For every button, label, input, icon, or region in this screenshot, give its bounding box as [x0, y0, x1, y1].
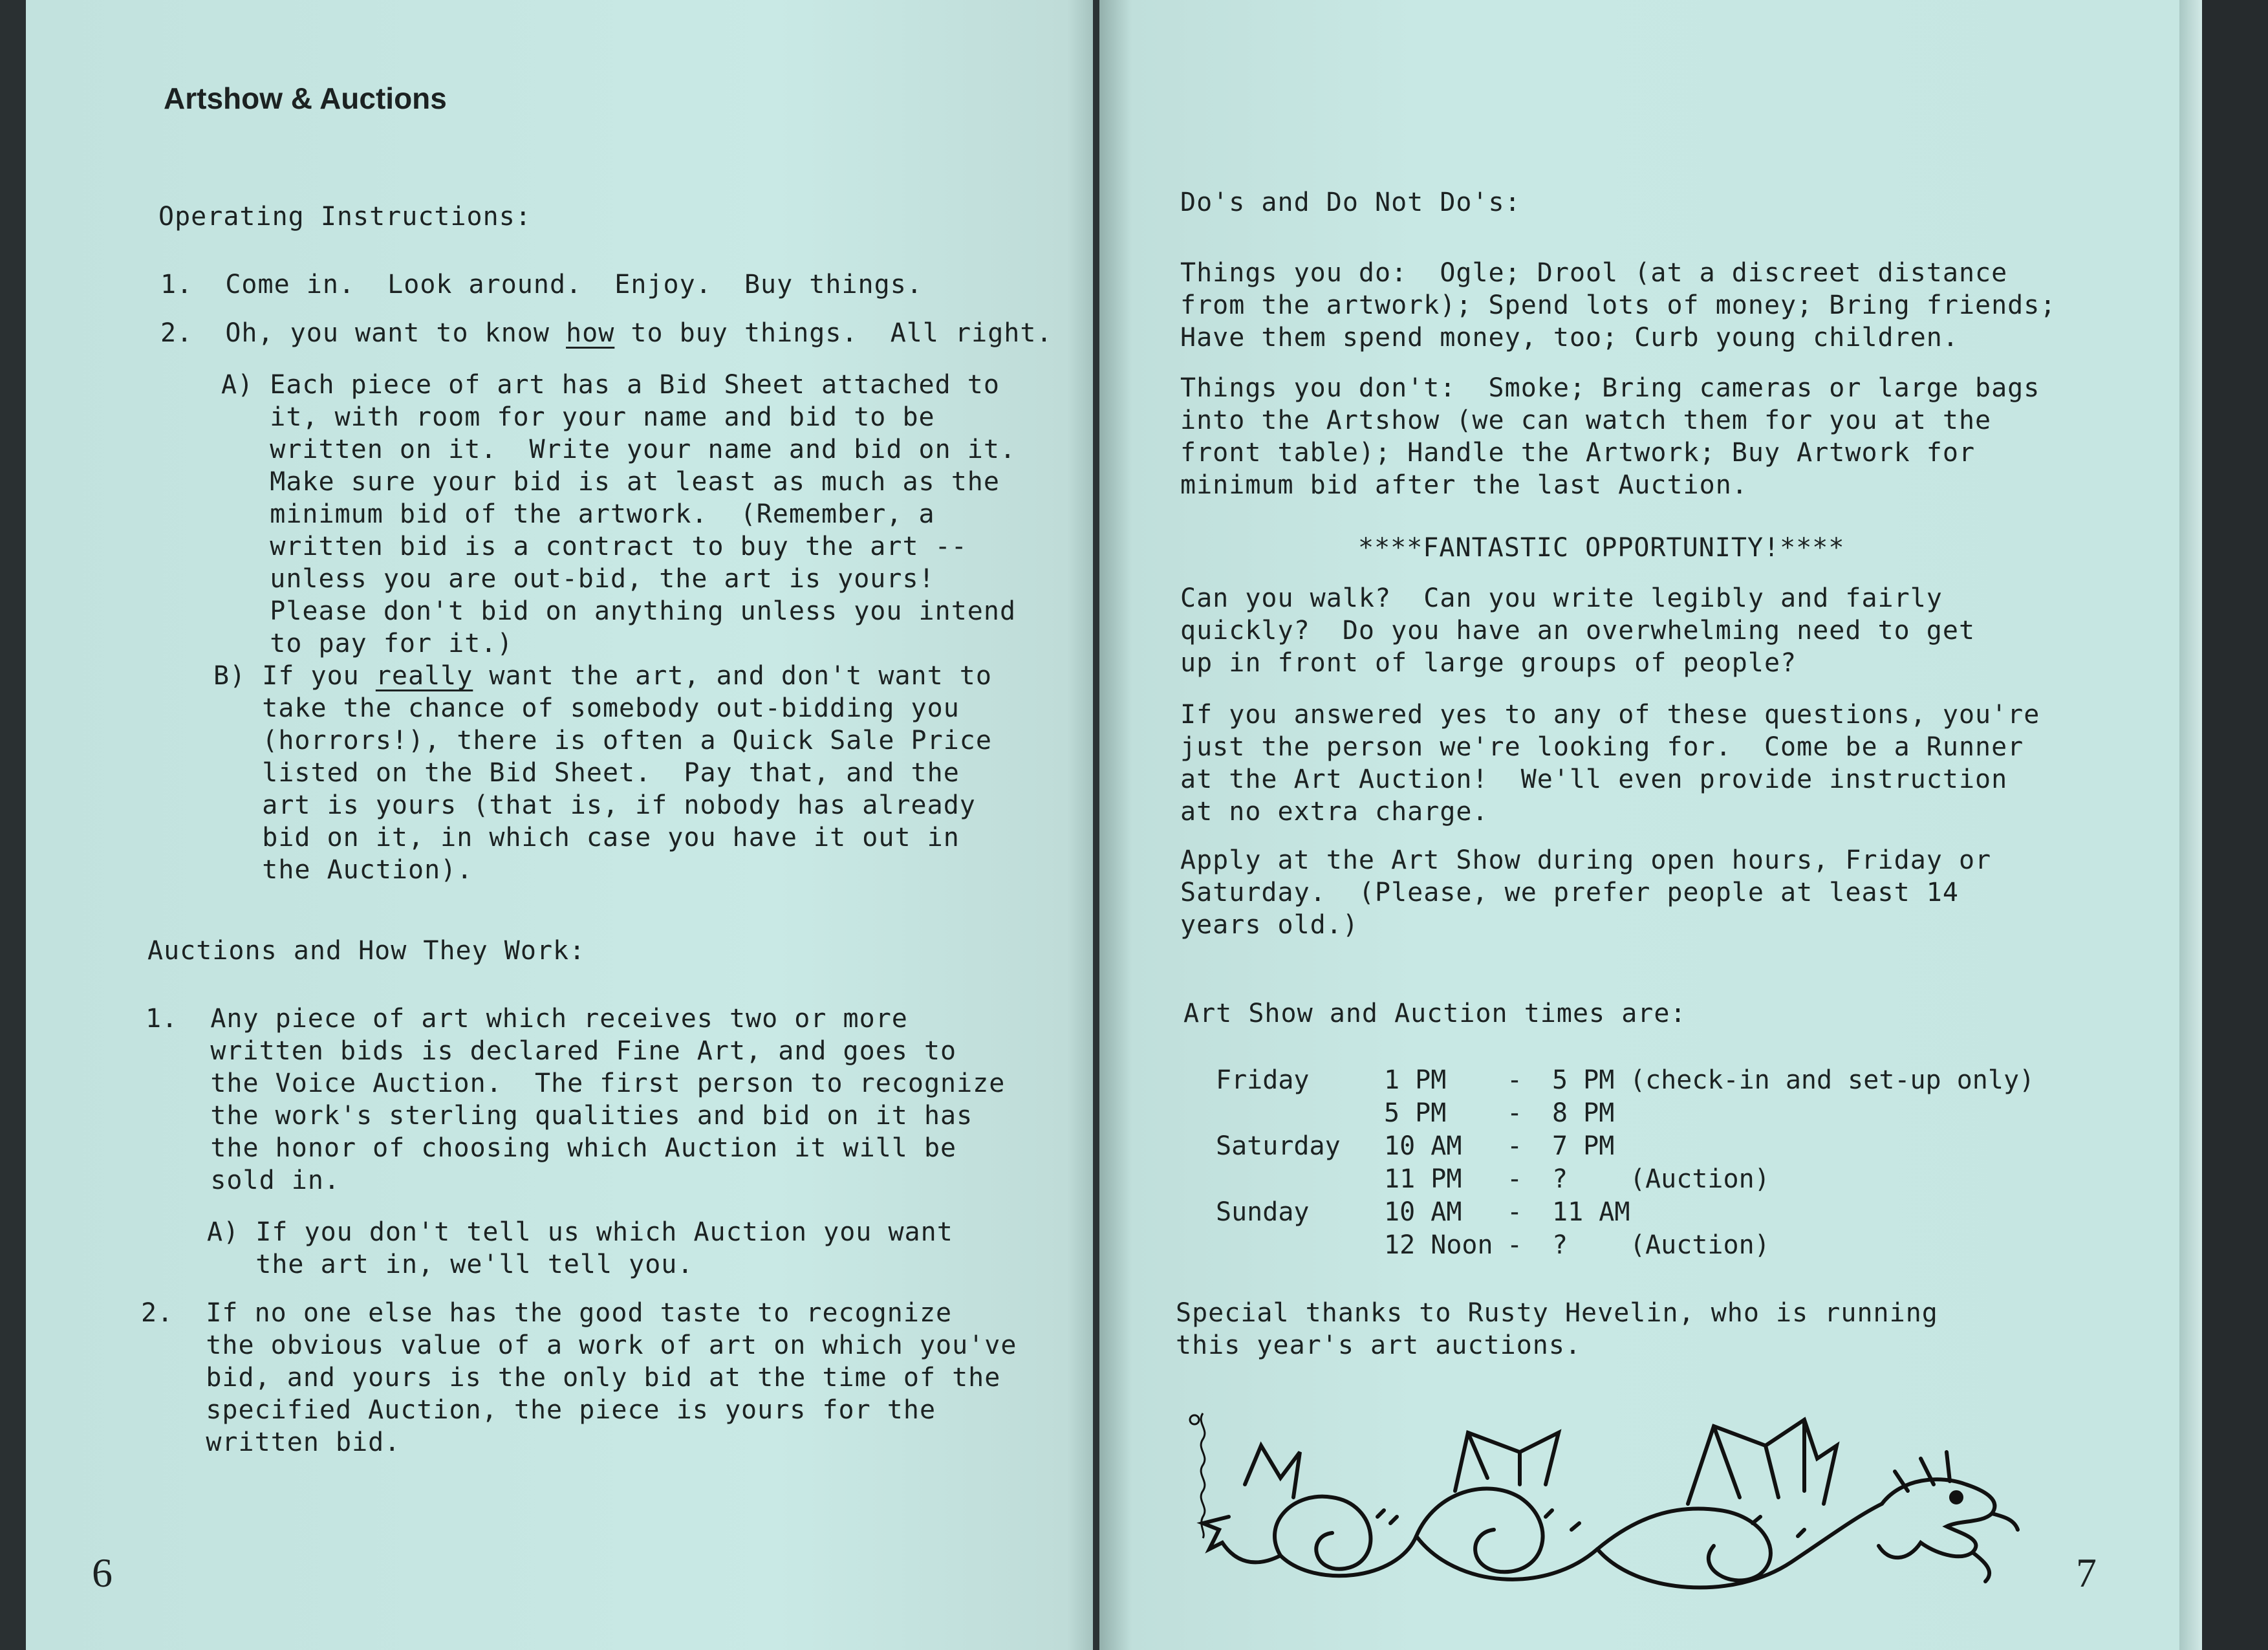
text-line: Please don't bid on anything unless you intend [221, 596, 1017, 626]
text-line: written on it. Write your name and bid on it. [221, 435, 1017, 464]
text-line: Apply at the Art Show during open hours, Friday or [1180, 845, 1992, 875]
text-line: into the Artshow (we can watch them for you at the [1180, 406, 1992, 435]
text-line: the obvious value of a work of art on which you've [141, 1330, 1017, 1360]
op-item-b [213, 692, 992, 886]
text-line: at the Art Auction! We'll even provide instruction [1180, 765, 2008, 794]
schedule-start: 5 PM [1384, 1098, 1447, 1128]
schedule-row [1216, 1229, 2121, 1262]
fantastic-opportunity: ****FANTASTIC OPPORTUNITY!**** [1358, 533, 1845, 563]
schedule-row [1216, 1163, 2121, 1196]
text-line: written bid is a contract to buy the art -- [221, 532, 967, 561]
text-line: quickly? Do you have an overwhelming need to get [1180, 616, 1976, 646]
text-line: minimum bid after the last Auction. [1180, 470, 1748, 500]
underlined-really: really [375, 661, 473, 691]
schedule-end: ? [1552, 1230, 1568, 1260]
times-intro: Art Show and Auction times are: [1183, 999, 1687, 1028]
text-line: Things you don't: Smoke; Bring cameras or large bags [1180, 373, 2040, 403]
text-line: this year's art auctions. [1176, 1330, 1582, 1360]
schedule-row [1216, 1130, 2121, 1163]
text-line: Special thanks to Rusty Hevelin, who is running [1176, 1298, 1938, 1328]
op-item-b-first: B) If you really want the art, and don't want to [213, 661, 992, 691]
text-line: Have them spend money, too; Curb young children. [1180, 323, 1959, 353]
schedule-end: 5 PM [1552, 1065, 1615, 1095]
page-number-left: 6 [92, 1550, 113, 1596]
schedule-row [1216, 1196, 2121, 1229]
text-line: listed on the Bid Sheet. Pay that, and the [213, 758, 960, 788]
schedule-note: (Auction) [1630, 1164, 1770, 1194]
text-line: written bid. [141, 1427, 401, 1457]
text-line: it, with room for your name and bid to be [221, 402, 935, 432]
schedule-note: (Auction) [1630, 1230, 1770, 1260]
schedule-day: Saturday [1216, 1131, 1341, 1161]
text-line: to pay for it.) [221, 629, 513, 658]
text-line: written bids is declared Fine Art, and goes to [146, 1036, 957, 1066]
text-line: the work's sterling qualities and bid on it has [146, 1101, 973, 1131]
text-line: up in front of large groups of people? [1180, 648, 1797, 678]
schedule-end: ? [1552, 1164, 1568, 1194]
auction-item-a [207, 1216, 953, 1281]
underlined-how: how [566, 318, 615, 348]
schedule-table [1216, 1064, 2121, 1262]
things-you-dont [1180, 372, 2040, 501]
runner-questions [1180, 582, 1975, 679]
schedule-start: 12 Noon [1384, 1230, 1493, 1260]
dos-title: Do's and Do Not Do's: [1180, 188, 1521, 217]
schedule-day: Sunday [1216, 1197, 1310, 1227]
text-line: A) If you don't tell us which Auction you want [207, 1217, 953, 1247]
schedule-start: 1 PM [1384, 1065, 1447, 1095]
text-line: the Auction). [213, 855, 473, 885]
runner-pitch [1180, 699, 2040, 828]
text-line: Things you do: Ogle; Drool (at a discreet distance [1180, 258, 2008, 288]
section-heading: Artshow & Auctions [164, 81, 447, 115]
schedule-dash: - [1507, 1230, 1523, 1260]
text-line: bid, and yours is the only bid at the time of the [141, 1363, 1001, 1393]
schedule-day: Friday [1216, 1065, 1310, 1095]
artist-signature [1187, 1410, 1219, 1539]
background-edge [2202, 0, 2268, 1650]
text-line: years old.) [1180, 910, 1359, 940]
schedule-end: 7 PM [1552, 1131, 1615, 1161]
schedule-start: 10 AM [1384, 1197, 1462, 1227]
text-line: Saturday. (Please, we prefer people at least 14 [1180, 878, 1959, 907]
text-line: the honor of choosing which Auction it will be [146, 1133, 957, 1163]
schedule-end: 11 AM [1552, 1197, 1630, 1227]
text-line: (horrors!), there is often a Quick Sale Price [213, 726, 992, 755]
text-line: front table); Handle the Artwork; Buy Artwork for [1180, 438, 1976, 468]
text-line: Can you walk? Can you write legibly and fairly [1180, 583, 1943, 613]
auction-item-2 [141, 1297, 1017, 1459]
op-item-2: 2. Oh, you want to know how to buy things. All right. [160, 318, 1053, 348]
text-line: sold in. [146, 1166, 340, 1195]
text-line: at no extra charge. [1180, 797, 1489, 827]
text-line: minimum bid of the artwork. (Remember, a [221, 499, 935, 529]
text-line: unless you are out-bid, the art is yours! [221, 564, 935, 594]
schedule-dash: - [1507, 1197, 1523, 1227]
op-item-a [221, 369, 1016, 660]
auction-item-1 [146, 1003, 1005, 1197]
schedule-note: (check-in and set-up only) [1630, 1065, 2035, 1095]
auctions-title: Auctions and How They Work: [147, 936, 586, 966]
text-line: the Voice Auction. The first person to recognize [146, 1069, 1006, 1098]
text-line: 2. If no one else has the good taste to recognize [141, 1298, 953, 1328]
text-line: 1. Any piece of art which receives two or more [146, 1004, 908, 1034]
text-line: specified Auction, the piece is yours for the [141, 1395, 936, 1425]
things-you-do [1180, 257, 2056, 354]
text-line: take the chance of somebody out-bidding you [213, 693, 960, 723]
text-line: bid on it, in which case you have it out in [213, 823, 960, 852]
op-item-1: 1. Come in. Look around. Enjoy. Buy things. [160, 270, 923, 299]
operating-instructions-title: Operating Instructions: [158, 202, 532, 232]
schedule-dash: - [1507, 1164, 1523, 1194]
schedule-row [1216, 1097, 2121, 1130]
apply-info [1180, 844, 1991, 941]
text-line: Make sure your bid is at least as much as the [221, 467, 1000, 497]
schedule-dash: - [1507, 1131, 1523, 1161]
text-line: If you answered yes to any of these questions, you're [1180, 700, 2040, 730]
schedule-start: 11 PM [1384, 1164, 1462, 1194]
text-line: just the person we're looking for. Come be a Runner [1180, 732, 2024, 762]
page-edge [2179, 0, 2202, 1650]
schedule-dash: - [1507, 1065, 1523, 1095]
schedule-row [1216, 1064, 2121, 1097]
text-line: from the artwork); Spend lots of money; Bring friends; [1180, 290, 2057, 320]
schedule-start: 10 AM [1384, 1131, 1462, 1161]
page-number-right: 7 [2076, 1550, 2097, 1596]
text-line: art is yours (that is, if nobody has already [213, 790, 976, 820]
text-line: A) Each piece of art has a Bid Sheet attached to [221, 370, 1000, 400]
dragon-illustration [1183, 1407, 2024, 1601]
schedule-end: 8 PM [1552, 1098, 1615, 1128]
special-thanks [1176, 1297, 1938, 1362]
schedule-dash: - [1507, 1098, 1523, 1128]
text-line: the art in, we'll tell you. [207, 1250, 694, 1279]
